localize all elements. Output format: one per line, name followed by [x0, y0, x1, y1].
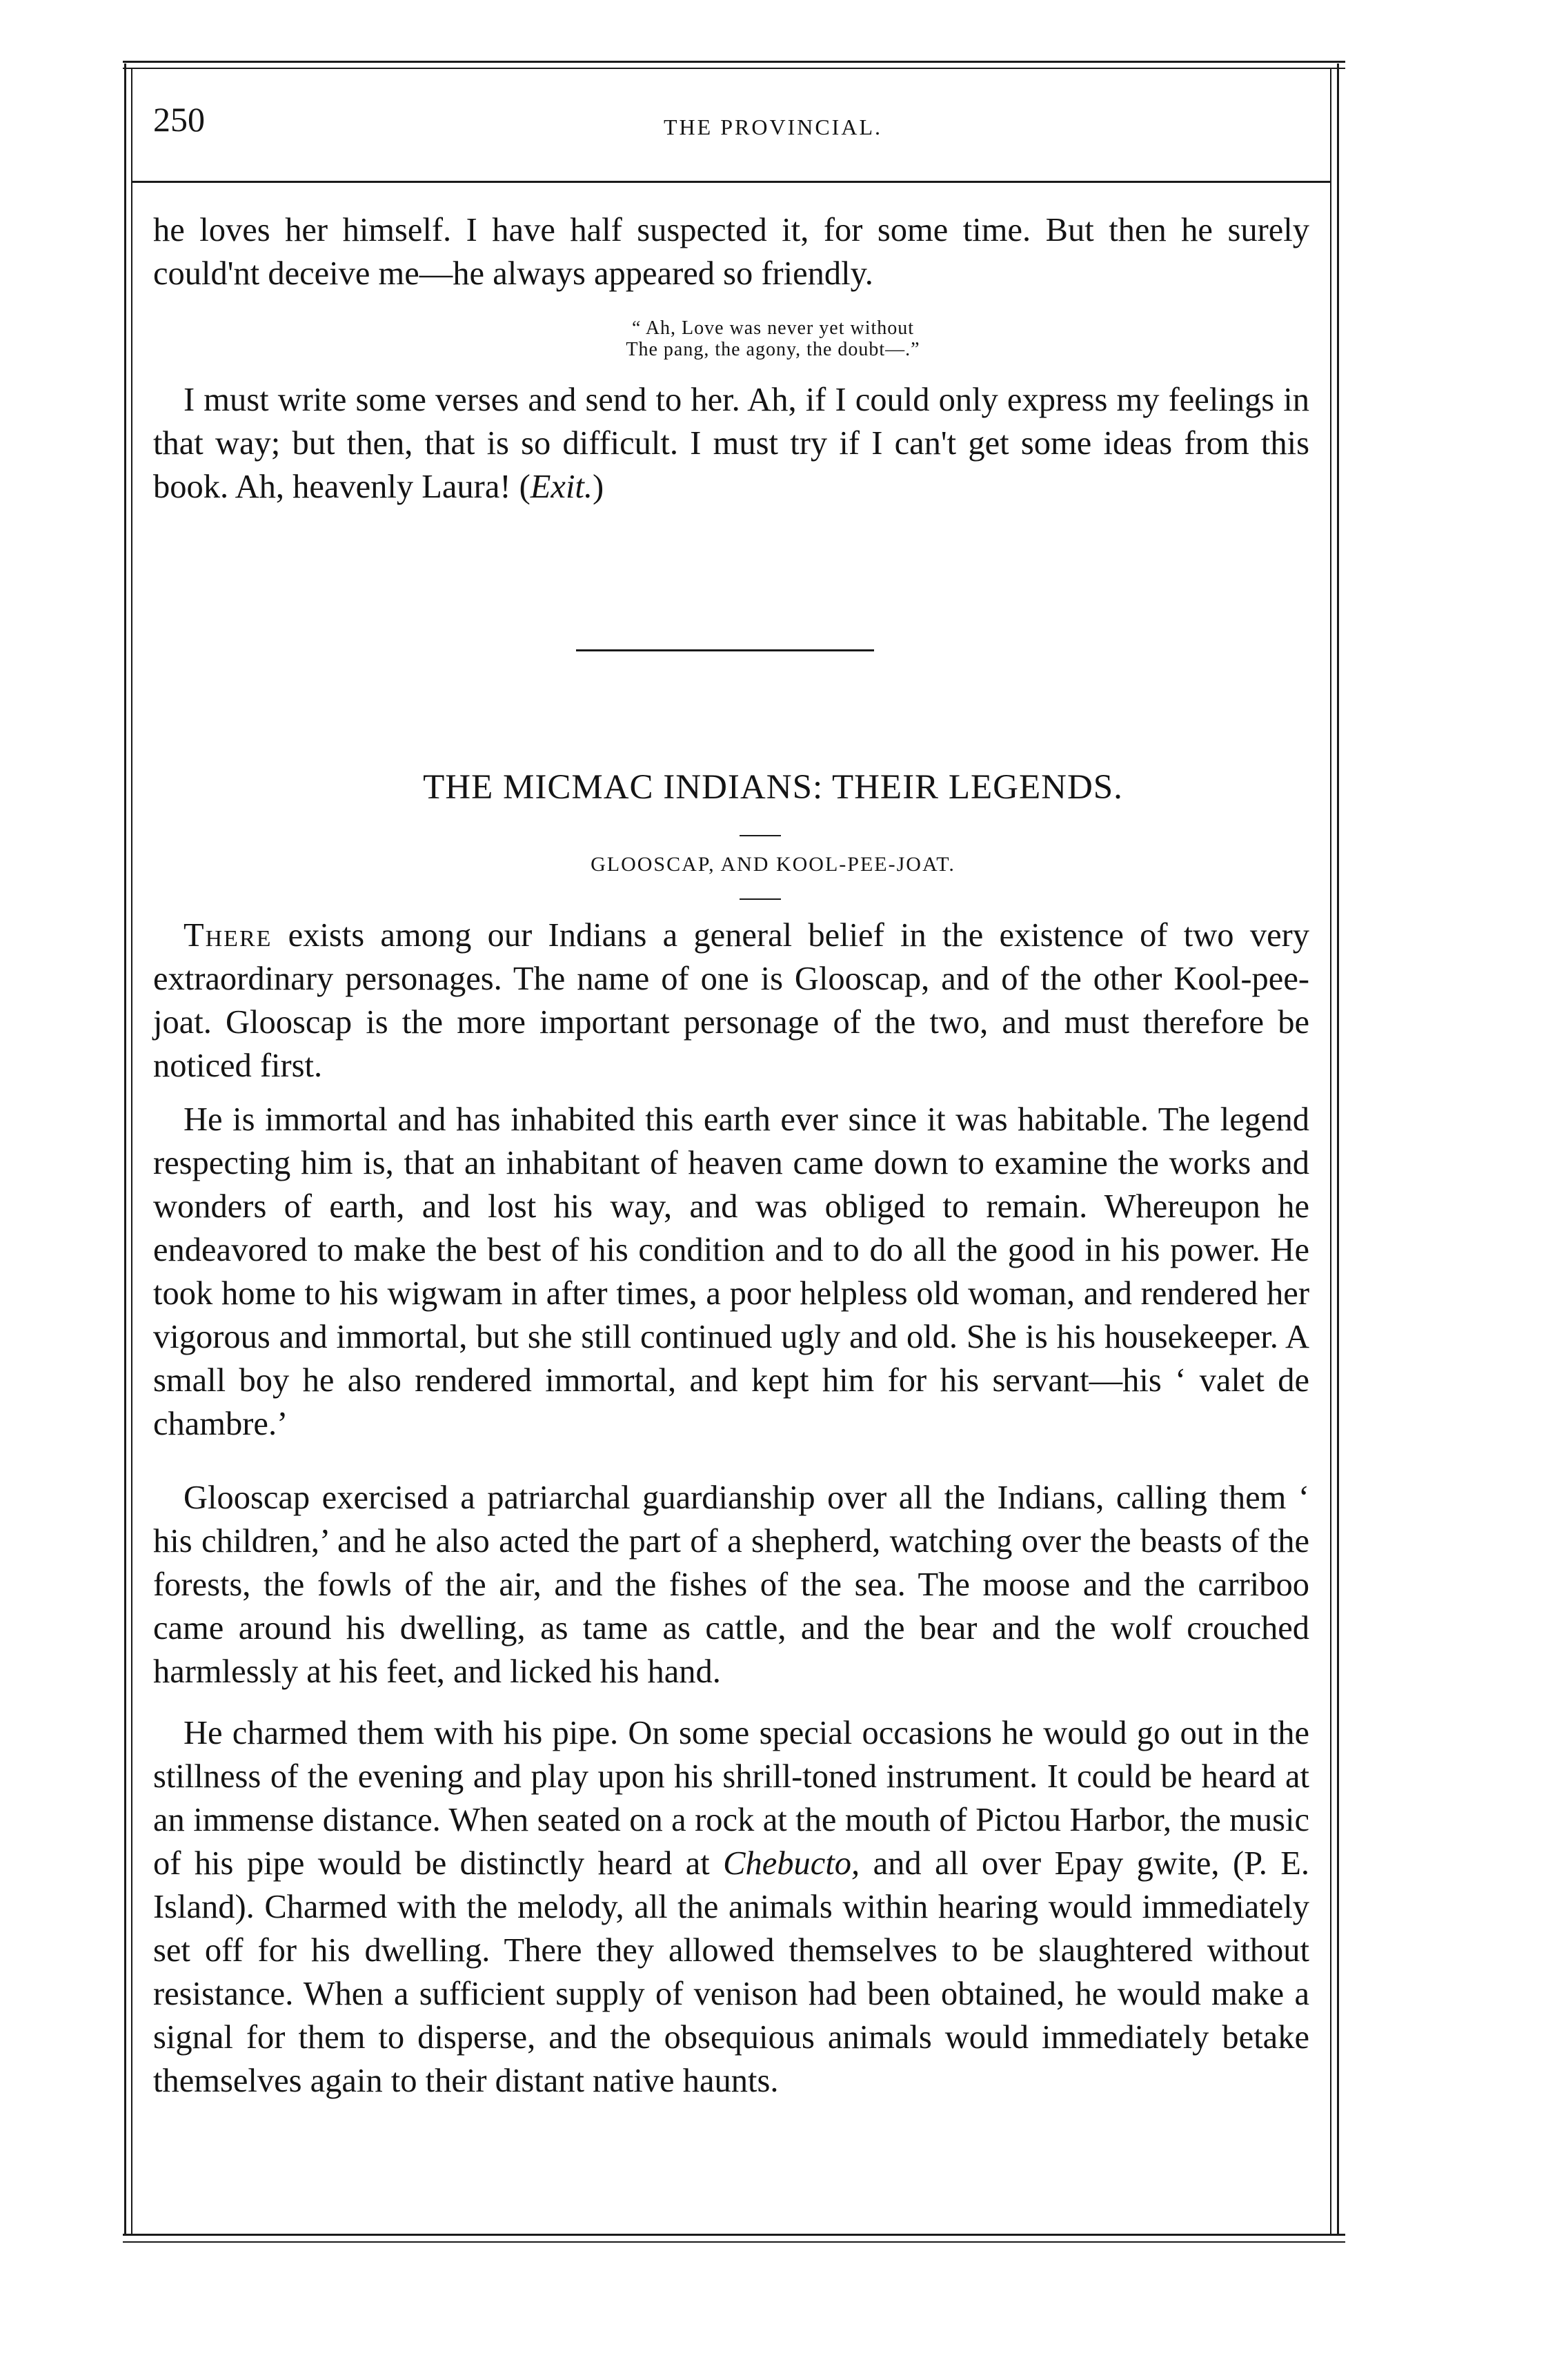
frame-top-rule [123, 61, 1345, 63]
article-paragraph-1 [153, 914, 1309, 1088]
page-number: 250 [153, 100, 205, 139]
article-paragraph-3: Glooscap exercised a patriarchal guardianship over all the Indians, calling them ‘ his children,’ and he also acted the part of a shepherd, watching over the beasts of the forests, the fowls of the air, and the fishes of the sea. The moose and the carriboo came around his dwelling, as tame as cattle, and the bear and the wolf crouched harmlessly at his feet, and licked his hand. [153, 1479, 1309, 1690]
opening-word: There [184, 917, 272, 954]
frame-left-rule [124, 63, 126, 2234]
place-name-chebucto: Chebucto, [723, 1845, 860, 1882]
frame-bottom-rule-outer [123, 2241, 1345, 2243]
running-title: THE PROVINCIAL. [664, 115, 882, 139]
header-rule [131, 181, 1331, 183]
article-title: THE MICMAC INDIANS: THEIR LEGENDS. [423, 768, 1123, 807]
previous-piece-paragraph: he loves her himself. I have half suspected it, for some time. But then he surely could'nt deceive me—he always appeared so friendly. [153, 212, 1309, 292]
frame-right-rule-inner [1330, 69, 1331, 2234]
article-paragraph-2: He is immortal and has inhabited this earth ever since it was habitable. The legend respecting him is, that an inhabitant of heaven came down to examine the works and wonders of earth, and lost his way, and was obliged to remain. Whereupon he endeavored to make the best of his condition and to do all the good in his power. He took home to his wigwam in after times, a poor helpless old woman, and rendered her vigorous and immortal, but she still continued ugly and old. She is his housekeeper. A small boy he also rendered immortal, and kept him for his servant—his ‘ valet de chambre.’ [153, 1101, 1309, 1442]
verse-line-2: The pang, the agony, the doubt—.” [626, 339, 920, 360]
article-subtitle: GLOOSCAP, AND KOOL-PEE-JOAT. [591, 853, 955, 876]
subtitle-short-rule [740, 898, 781, 900]
frame-right-rule [1337, 63, 1339, 2234]
verse-line-1: “ Ah, Love was never yet without [631, 317, 915, 339]
exit-stage-direction: Exit. [530, 469, 593, 505]
frame-bottom-rule [123, 2234, 1345, 2236]
previous-piece-closing-paragraph [153, 378, 1309, 509]
section-separator-rule [576, 649, 874, 651]
closing-text: I must write some verses and send to her. Ah, if I could only express my feelings in that way; but then, that is so difficult. I must try if I can't get some ideas from this book. Ah, heavenly Laura! ( [153, 382, 1309, 505]
frame-left-rule-inner [131, 69, 132, 2234]
frame-top-rule-inner [123, 68, 1345, 69]
verse-quotation [0, 317, 1546, 360]
article-paragraph-4 [153, 1711, 1309, 2103]
article-paragraph-1-text: exists among our Indians a general belief in the existence of two very extraordinary personages. The name of one is Glooscap, and of the other Kool-pee-joat. Glooscap is the more important personage of the two, and must therefore be noticed first. [153, 917, 1309, 1084]
title-short-rule [740, 835, 781, 836]
article-paragraph-4-text-a: He charmed them with his pipe. On some special occasions he would go out in the stillness of the evening and play upon his shrill-toned instrument. It could be heard at an immense distance. When seated on a rock at the mouth of Pictou Harbor, the music of his pipe would be distinctly heard at [153, 1715, 1309, 1882]
article-paragraph-4-text-b: and all over Epay gwite, (P. E. Island). Charmed with the melody, all the animals within hearing would immediately set off for his dwelling. There they allowed themselves to be slaughtered without resistance. When a sufficient supply of venison had been obtained, he would make a signal for them to disperse, and the obsequious animals would immediately betake themselves again to their distant native haunts. [153, 1845, 1309, 2099]
closing-paren: ) [593, 469, 604, 505]
